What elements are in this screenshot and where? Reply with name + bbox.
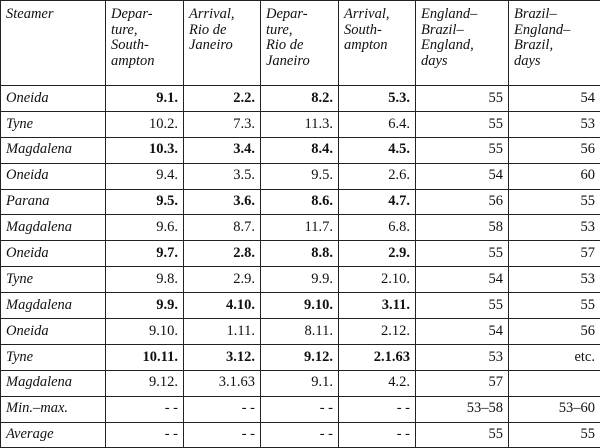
- cell-departure-southampton: 9.6.: [106, 215, 184, 241]
- cell-ebe-days: 55: [416, 422, 509, 448]
- table-row: [1, 137, 600, 163]
- table-row: [1, 241, 600, 267]
- cell-beb-days: 53–60: [509, 396, 600, 422]
- cell-departure-rio: 9.10.: [261, 293, 339, 319]
- cell-departure-rio: - -: [261, 422, 339, 448]
- table-row: [1, 344, 600, 370]
- cell-departure-southampton: 9.5.: [106, 189, 184, 215]
- cell-arrival-rio: 3.5.: [184, 163, 261, 189]
- cell-beb-days: 56: [509, 137, 600, 163]
- cell-beb-days: [509, 370, 600, 396]
- cell-steamer: Tyne: [1, 267, 106, 293]
- cell-ebe-days: 54: [416, 163, 509, 189]
- cell-ebe-days: 56: [416, 189, 509, 215]
- cell-arrival-southampton: 4.2.: [339, 370, 416, 396]
- cell-ebe-days: 54: [416, 267, 509, 293]
- cell-ebe-days: 57: [416, 370, 509, 396]
- cell-arrival-southampton: 6.8.: [339, 215, 416, 241]
- cell-beb-days: 60: [509, 163, 600, 189]
- cell-arrival-rio: 2.9.: [184, 267, 261, 293]
- table-row: [1, 267, 600, 293]
- cell-departure-rio: 9.5.: [261, 163, 339, 189]
- cell-arrival-southampton: 2.1.63: [339, 344, 416, 370]
- cell-ebe-days: 55: [416, 241, 509, 267]
- header-steamer: Steamer: [1, 1, 106, 86]
- cell-steamer: Magdalena: [1, 137, 106, 163]
- cell-arrival-rio: 1.11.: [184, 319, 261, 345]
- cell-departure-southampton: 9.8.: [106, 267, 184, 293]
- cell-departure-rio: 9.1.: [261, 370, 339, 396]
- cell-arrival-rio: 7.3.: [184, 111, 261, 137]
- cell-arrival-southampton: 4.7.: [339, 189, 416, 215]
- cell-arrival-rio: 3.12.: [184, 344, 261, 370]
- table-row: [1, 163, 600, 189]
- cell-beb-days: 55: [509, 189, 600, 215]
- cell-arrival-rio: 2.8.: [184, 241, 261, 267]
- cell-departure-southampton: - -: [106, 396, 184, 422]
- table-row: [1, 86, 600, 112]
- cell-steamer: Oneida: [1, 86, 106, 112]
- header-arrival-southampton: Arrival, South- ampton: [339, 1, 416, 86]
- header-brazil-england-brazil-days: Brazil– England– Brazil, days: [509, 1, 600, 86]
- cell-steamer: Oneida: [1, 163, 106, 189]
- cell-arrival-rio: 4.10.: [184, 293, 261, 319]
- header-arrival-rio: Arrival, Rio de Janeiro: [184, 1, 261, 86]
- cell-arrival-southampton: 3.11.: [339, 293, 416, 319]
- cell-departure-rio: 8.4.: [261, 137, 339, 163]
- cell-ebe-days: 55: [416, 293, 509, 319]
- cell-beb-days: 56: [509, 319, 600, 345]
- cell-arrival-rio: - -: [184, 422, 261, 448]
- cell-beb-days: 55: [509, 293, 600, 319]
- table-row: [1, 396, 600, 422]
- cell-departure-rio: 8.2.: [261, 86, 339, 112]
- cell-steamer: Magdalena: [1, 370, 106, 396]
- table-row: [1, 319, 600, 345]
- cell-departure-rio: 8.11.: [261, 319, 339, 345]
- cell-departure-southampton: 9.10.: [106, 319, 184, 345]
- cell-arrival-southampton: 6.4.: [339, 111, 416, 137]
- cell-departure-rio: 9.9.: [261, 267, 339, 293]
- cell-beb-days: 53: [509, 267, 600, 293]
- table-row: [1, 215, 600, 241]
- cell-arrival-southampton: - -: [339, 396, 416, 422]
- cell-departure-rio: 8.6.: [261, 189, 339, 215]
- cell-departure-southampton: 10.11.: [106, 344, 184, 370]
- cell-steamer: Average: [1, 422, 106, 448]
- cell-departure-southampton: - -: [106, 422, 184, 448]
- cell-arrival-rio: 2.2.: [184, 86, 261, 112]
- table-row: [1, 422, 600, 448]
- cell-arrival-southampton: 4.5.: [339, 137, 416, 163]
- table-row: [1, 189, 600, 215]
- cell-arrival-southampton: 2.6.: [339, 163, 416, 189]
- cell-arrival-rio: 3.1.63: [184, 370, 261, 396]
- header-row: [1, 1, 600, 86]
- cell-beb-days: 55: [509, 422, 600, 448]
- cell-departure-southampton: 10.3.: [106, 137, 184, 163]
- table-row: [1, 293, 600, 319]
- table-row: [1, 111, 600, 137]
- table-row: [1, 370, 600, 396]
- cell-ebe-days: 55: [416, 137, 509, 163]
- cell-departure-rio: 8.8.: [261, 241, 339, 267]
- table-body: [1, 86, 600, 448]
- cell-arrival-southampton: 2.12.: [339, 319, 416, 345]
- cell-steamer: Oneida: [1, 319, 106, 345]
- cell-departure-rio: - -: [261, 396, 339, 422]
- cell-steamer: Oneida: [1, 241, 106, 267]
- header-england-brazil-england-days: England– Brazil– England, days: [416, 1, 509, 86]
- cell-departure-southampton: 9.12.: [106, 370, 184, 396]
- cell-steamer: Parana: [1, 189, 106, 215]
- cell-beb-days: 54: [509, 86, 600, 112]
- cell-beb-days: 57: [509, 241, 600, 267]
- cell-departure-rio: 11.7.: [261, 215, 339, 241]
- cell-departure-southampton: 9.1.: [106, 86, 184, 112]
- cell-steamer: Tyne: [1, 344, 106, 370]
- cell-departure-southampton: 9.7.: [106, 241, 184, 267]
- cell-arrival-southampton: 2.10.: [339, 267, 416, 293]
- cell-arrival-rio: 3.6.: [184, 189, 261, 215]
- cell-beb-days: 53: [509, 215, 600, 241]
- cell-arrival-rio: 3.4.: [184, 137, 261, 163]
- cell-steamer: Magdalena: [1, 215, 106, 241]
- cell-beb-days: 53: [509, 111, 600, 137]
- cell-ebe-days: 53: [416, 344, 509, 370]
- cell-ebe-days: 53–58: [416, 396, 509, 422]
- cell-arrival-southampton: 5.3.: [339, 86, 416, 112]
- cell-steamer: Min.–max.: [1, 396, 106, 422]
- cell-arrival-southampton: 2.9.: [339, 241, 416, 267]
- cell-departure-southampton: 9.4.: [106, 163, 184, 189]
- cell-beb-days: etc.: [509, 344, 600, 370]
- cell-steamer: Magdalena: [1, 293, 106, 319]
- cell-ebe-days: 58: [416, 215, 509, 241]
- cell-arrival-southampton: - -: [339, 422, 416, 448]
- cell-departure-southampton: 10.2.: [106, 111, 184, 137]
- header-departure-southampton: Depar- ture, South- ampton: [106, 1, 184, 86]
- cell-departure-rio: 9.12.: [261, 344, 339, 370]
- cell-arrival-rio: 8.7.: [184, 215, 261, 241]
- cell-departure-southampton: 9.9.: [106, 293, 184, 319]
- cell-arrival-rio: - -: [184, 396, 261, 422]
- cell-ebe-days: 55: [416, 111, 509, 137]
- header-departure-rio: Depar- ture, Rio de Janeiro: [261, 1, 339, 86]
- cell-ebe-days: 55: [416, 86, 509, 112]
- cell-steamer: Tyne: [1, 111, 106, 137]
- cell-departure-rio: 11.3.: [261, 111, 339, 137]
- cell-ebe-days: 54: [416, 319, 509, 345]
